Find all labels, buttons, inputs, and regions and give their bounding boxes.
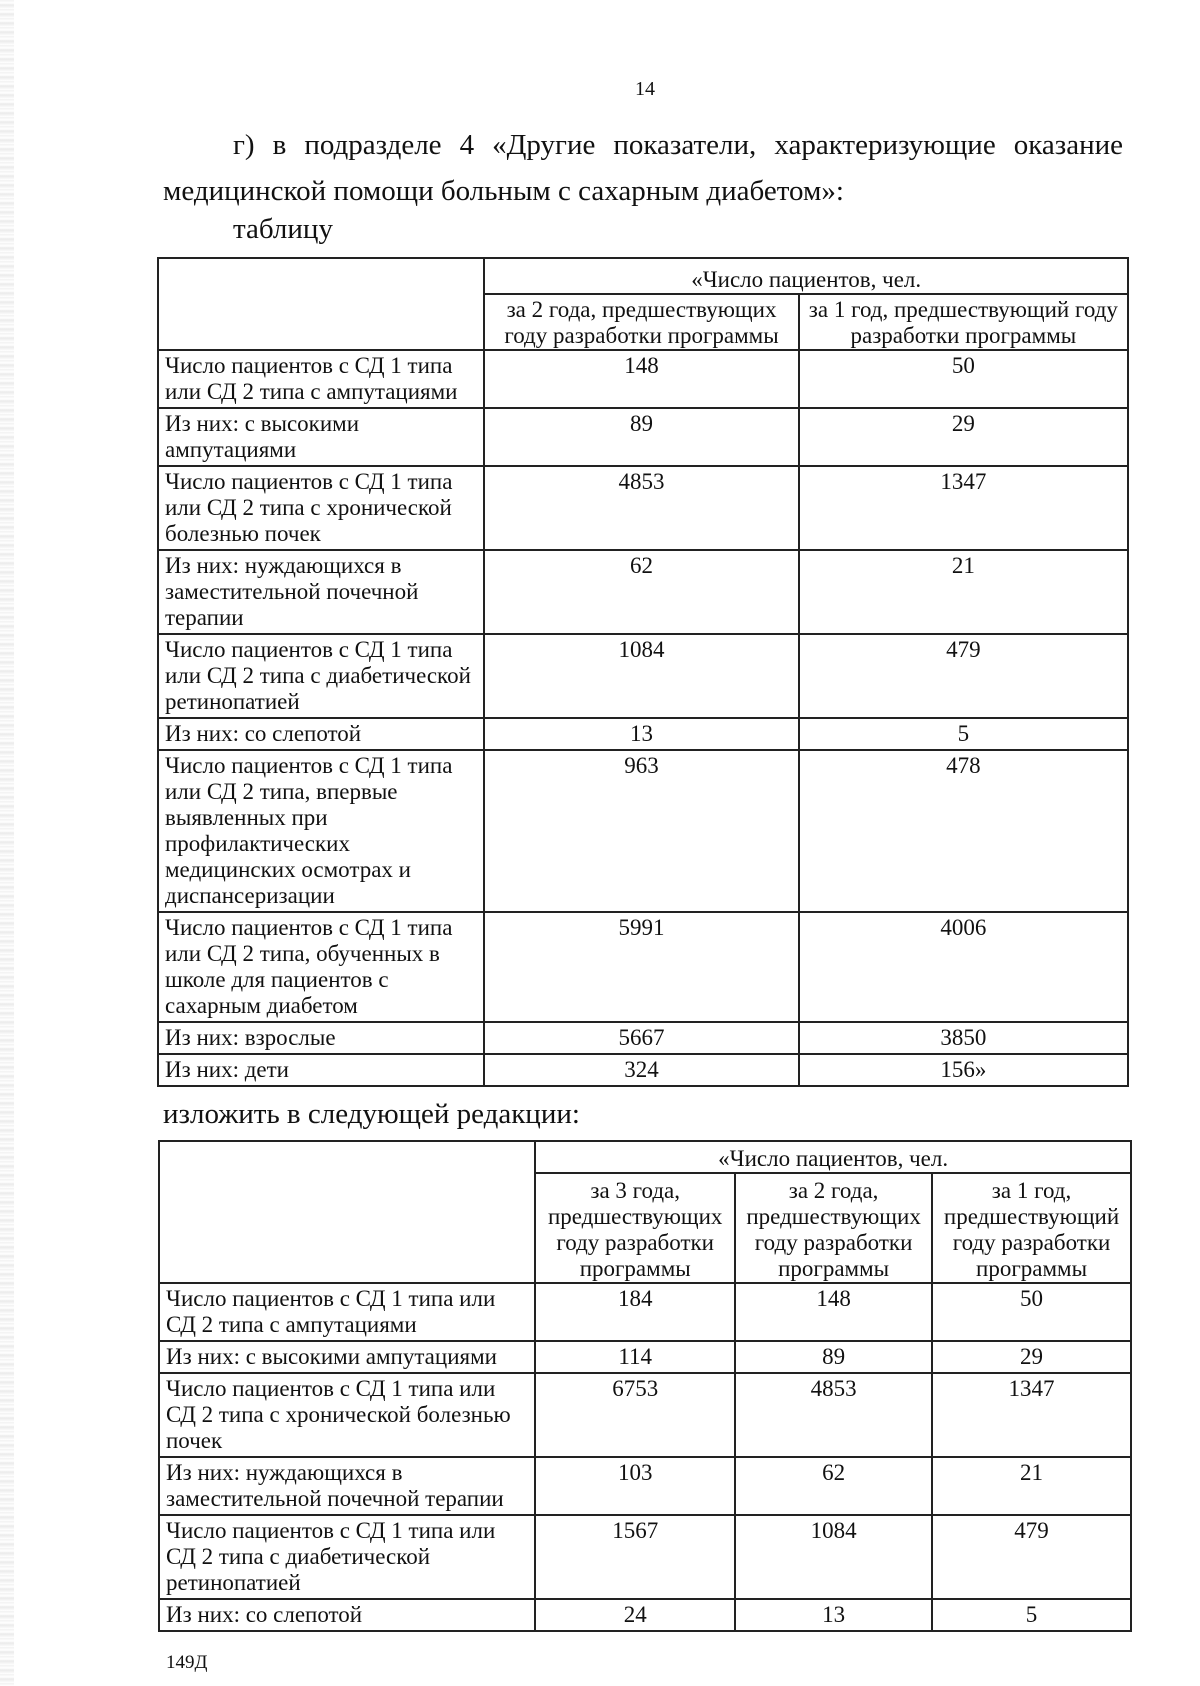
row-value: 5991	[484, 912, 798, 1022]
row-value: 5	[932, 1599, 1131, 1631]
row-label: Из них: нуждающихся в заместительной почечной терапии	[159, 1457, 535, 1515]
row-value: 50	[932, 1283, 1131, 1341]
row-value: 156»	[799, 1054, 1128, 1086]
row-value: 1347	[932, 1373, 1131, 1457]
row-label: Число пациентов с СД 1 типа или СД 2 типа с диабетической ретинопатией	[158, 634, 484, 718]
row-value: 6753	[535, 1373, 735, 1457]
old-table-col-header: за 1 год, предшествующий году разработки программы	[799, 294, 1128, 350]
row-label: Число пациентов с СД 1 типа или СД 2 типа, впервые выявленных при профилактических медицинских осмотрах и диспансеризации	[158, 750, 484, 912]
row-value: 479	[932, 1515, 1131, 1599]
row-value: 184	[535, 1283, 735, 1341]
row-value: 963	[484, 750, 798, 912]
table-row	[158, 408, 1128, 466]
table-row	[158, 1054, 1128, 1086]
intro-table-word: таблицу	[233, 213, 333, 245]
row-value: 13	[484, 718, 798, 750]
row-value: 50	[799, 350, 1128, 408]
new-table-col-header: за 3 года, предшествующих году разработки программы	[535, 1173, 735, 1283]
new-table-group-header: «Число пациентов, чел.	[535, 1141, 1131, 1173]
row-label: Число пациентов с СД 1 типа или СД 2 типа с ампутациями	[158, 350, 484, 408]
table-row	[158, 350, 1128, 408]
page-number: 14	[635, 78, 655, 100]
row-value: 5	[799, 718, 1128, 750]
row-value: 1347	[799, 466, 1128, 550]
row-value: 89	[735, 1341, 932, 1373]
row-label: Из них: дети	[158, 1054, 484, 1086]
table-row	[158, 466, 1128, 550]
table-row	[159, 1341, 1131, 1373]
scan-edge-artifact	[0, 0, 14, 1686]
row-label: Из них: с высокими ампутациями	[159, 1341, 535, 1373]
table-row	[159, 1515, 1131, 1599]
row-value: 62	[735, 1457, 932, 1515]
row-label: Число пациентов с СД 1 типа или СД 2 типа, обученных в школе для пациентов с сахарным диабетом	[158, 912, 484, 1022]
row-value: 21	[932, 1457, 1131, 1515]
footer-document-code: 149Д	[166, 1652, 208, 1673]
row-value: 89	[484, 408, 798, 466]
row-value: 4853	[484, 466, 798, 550]
row-value: 29	[799, 408, 1128, 466]
row-value: 24	[535, 1599, 735, 1631]
row-value: 324	[484, 1054, 798, 1086]
amendment-text: изложить в следующей редакции:	[163, 1098, 580, 1130]
table-row	[158, 550, 1128, 634]
intro-paragraph	[163, 122, 1123, 214]
table-row	[159, 1599, 1131, 1631]
table-row	[159, 1373, 1131, 1457]
new-table	[158, 1140, 1132, 1632]
row-label: Из них: нуждающихся в заместительной почечной терапии	[158, 550, 484, 634]
row-value: 1567	[535, 1515, 735, 1599]
row-label: Из них: со слепотой	[158, 718, 484, 750]
row-value: 62	[484, 550, 798, 634]
row-label: Из них: взрослые	[158, 1022, 484, 1054]
old-table	[157, 257, 1129, 1087]
new-table-header-row-1	[159, 1141, 1131, 1173]
table-row	[158, 912, 1128, 1022]
old-table-group-header: «Число пациентов, чел.	[484, 258, 1128, 294]
row-label: Число пациентов с СД 1 типа или СД 2 типа с ампутациями	[159, 1283, 535, 1341]
new-table-col-header: за 2 года, предшествующих году разработки программы	[735, 1173, 932, 1283]
table-row	[158, 1022, 1128, 1054]
row-value: 479	[799, 634, 1128, 718]
table-row	[158, 750, 1128, 912]
old-table-col-header: за 2 года, предшествующих году разработки программы	[484, 294, 798, 350]
intro-text: г) в подразделе 4 «Другие показатели, характеризующие оказание медицинской помощи больным с сахарным диабетом»:	[163, 129, 1123, 207]
row-value: 114	[535, 1341, 735, 1373]
row-label: Число пациентов с СД 1 типа или СД 2 типа с диабетической ретинопатией	[159, 1515, 535, 1599]
row-value: 148	[484, 350, 798, 408]
row-value: 478	[799, 750, 1128, 912]
row-value: 148	[735, 1283, 932, 1341]
row-value: 4853	[735, 1373, 932, 1457]
table-row	[158, 718, 1128, 750]
row-label: Число пациентов с СД 1 типа или СД 2 типа с хронической болезнью почек	[158, 466, 484, 550]
row-value: 1084	[484, 634, 798, 718]
row-label: Число пациентов с СД 1 типа или СД 2 типа с хронической болезнью почек	[159, 1373, 535, 1457]
old-table-header-row-1	[158, 258, 1128, 294]
row-value: 29	[932, 1341, 1131, 1373]
row-value: 3850	[799, 1022, 1128, 1054]
row-label: Из них: со слепотой	[159, 1599, 535, 1631]
table-row	[159, 1283, 1131, 1341]
table-row	[159, 1457, 1131, 1515]
row-value: 5667	[484, 1022, 798, 1054]
row-label: Из них: с высокими ампутациями	[158, 408, 484, 466]
table-row	[158, 634, 1128, 718]
row-value: 21	[799, 550, 1128, 634]
row-value: 103	[535, 1457, 735, 1515]
old-table-corner-cell	[158, 258, 484, 350]
row-value: 1084	[735, 1515, 932, 1599]
row-value: 4006	[799, 912, 1128, 1022]
new-table-col-header: за 1 год, предшествующий году разработки программы	[932, 1173, 1131, 1283]
new-table-corner-cell	[159, 1141, 535, 1283]
row-value: 13	[735, 1599, 932, 1631]
